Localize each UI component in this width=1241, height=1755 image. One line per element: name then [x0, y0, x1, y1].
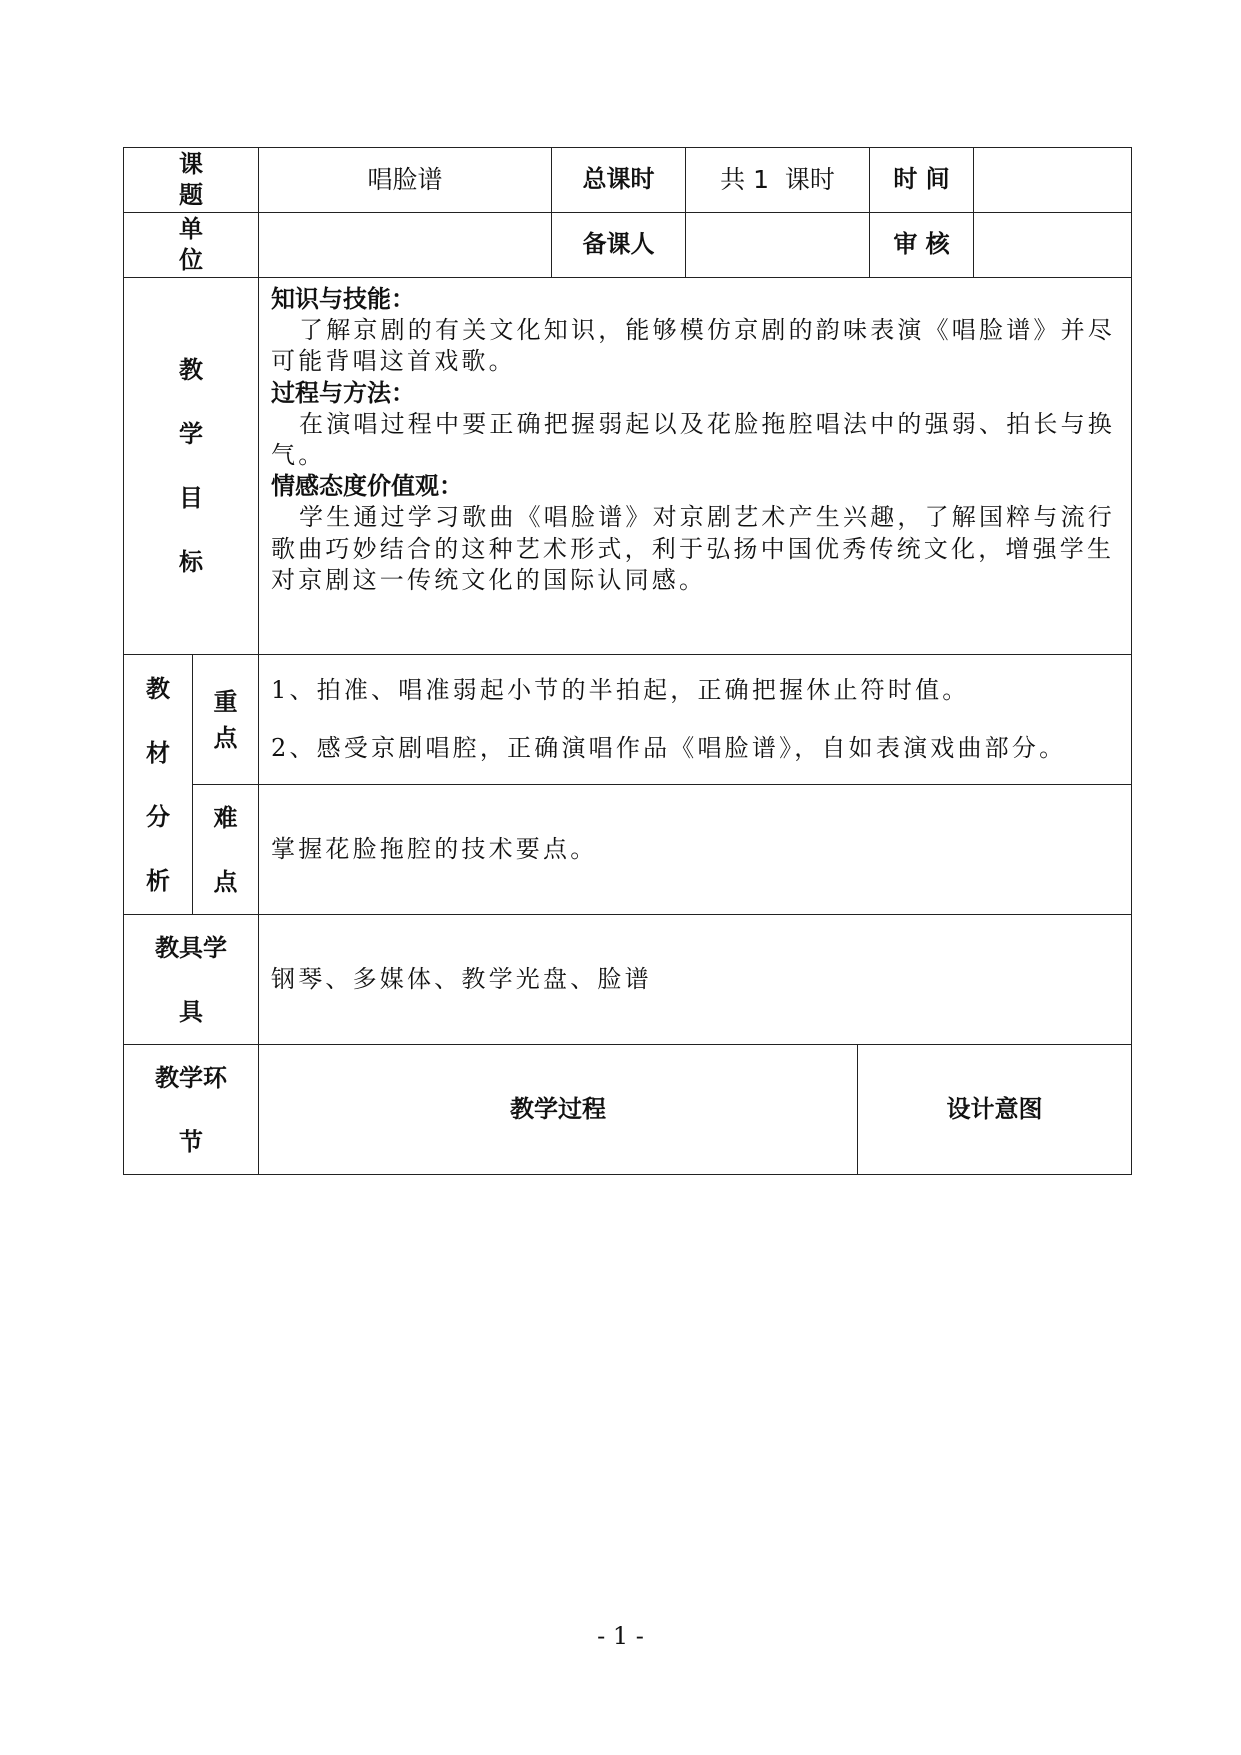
stage-label-line: 节 [179, 1127, 203, 1156]
knowledge-text: 了解京剧的有关文化知识，能够模仿京剧的韵味表演《唱脸谱》并尽可能背唱这首戏歌。 [271, 316, 1115, 376]
objectives-row [124, 278, 1132, 655]
analysis-label-char: 分 [146, 802, 170, 831]
teaching-process-header: 教学过程 [259, 1045, 858, 1175]
unit-label: 单位 [124, 213, 259, 278]
tools-content: 钢琴、多媒体、教学光盘、脸谱 [259, 915, 1132, 1045]
knowledge-label: 知识与技能： [271, 285, 415, 313]
key-points-label [193, 655, 259, 785]
objectives-content [259, 278, 1132, 655]
stage-label-line: 教学环 [155, 1063, 227, 1092]
time-label: 时 间 [870, 148, 974, 213]
design-intent-header: 设计意图 [858, 1045, 1132, 1175]
analysis-label [124, 655, 193, 915]
unit-row [124, 213, 1132, 278]
analysis-label-char: 教 [146, 674, 170, 703]
stage-label [124, 1045, 259, 1175]
tools-label-line: 具 [179, 997, 203, 1026]
difficult-points-label-char: 难 [213, 803, 238, 832]
key-points-label-char: 点 [213, 723, 238, 752]
process-method-label: 过程与方法： [271, 378, 415, 407]
analysis-label-char: 析 [146, 866, 170, 895]
tools-label [124, 915, 259, 1045]
objectives-label [124, 278, 259, 655]
lesson-plan-table [123, 147, 1132, 1175]
key-point-item: 2、感受京剧唱腔，正确演唱作品《唱脸谱》，自如表演戏曲部分。 [271, 733, 1067, 762]
total-hours-label: 总课时 [552, 148, 686, 213]
topic-value: 唱脸谱 [259, 148, 552, 213]
total-hours-value: 共 1 课时 [686, 148, 870, 213]
preparer-label: 备课人 [552, 213, 686, 278]
time-value [974, 148, 1132, 213]
key-points-content [259, 655, 1132, 785]
page-number: - 1 - [597, 1622, 644, 1650]
review-label: 审 核 [870, 213, 974, 278]
preparer-value [686, 213, 870, 278]
tools-label-line: 教具学 [155, 933, 227, 962]
key-points-row [124, 655, 1132, 785]
objectives-label-char: 目 [179, 484, 203, 512]
objectives-label-char: 标 [179, 548, 203, 576]
process-method-text: 在演唱过程中要正确把握弱起以及花脸拖腔唱法中的强弱、拍长与换气。 [271, 409, 1115, 469]
header-row [124, 148, 1132, 213]
objectives-label-char: 教 [179, 356, 203, 384]
difficult-points-label [193, 785, 259, 915]
process-header-row [124, 1045, 1132, 1175]
difficult-points-content: 掌握花脸拖腔的技术要点。 [259, 785, 1132, 915]
key-point-item: 1、拍准、唱准弱起小节的半拍起，正确把握休止符时值。 [271, 676, 970, 705]
topic-label: 课题 [124, 148, 259, 213]
analysis-label-char: 材 [146, 738, 170, 767]
unit-value [259, 213, 552, 278]
key-points-label-char: 重 [213, 687, 238, 716]
difficult-points-row [124, 785, 1132, 915]
objectives-label-char: 学 [179, 420, 203, 448]
review-value [974, 213, 1132, 278]
tools-row [124, 915, 1132, 1045]
difficult-points-label-char: 点 [213, 867, 238, 896]
emotion-label: 情感态度价值观： [271, 472, 463, 501]
emotion-text: 学生通过学习歌曲《唱脸谱》对京剧艺术产生兴趣，了解国粹与流行歌曲巧妙结合的这种艺术形式，利于弘扬中国优秀传统文化，增强学生对京剧这一传统文化的国际认同感。 [271, 503, 1115, 594]
